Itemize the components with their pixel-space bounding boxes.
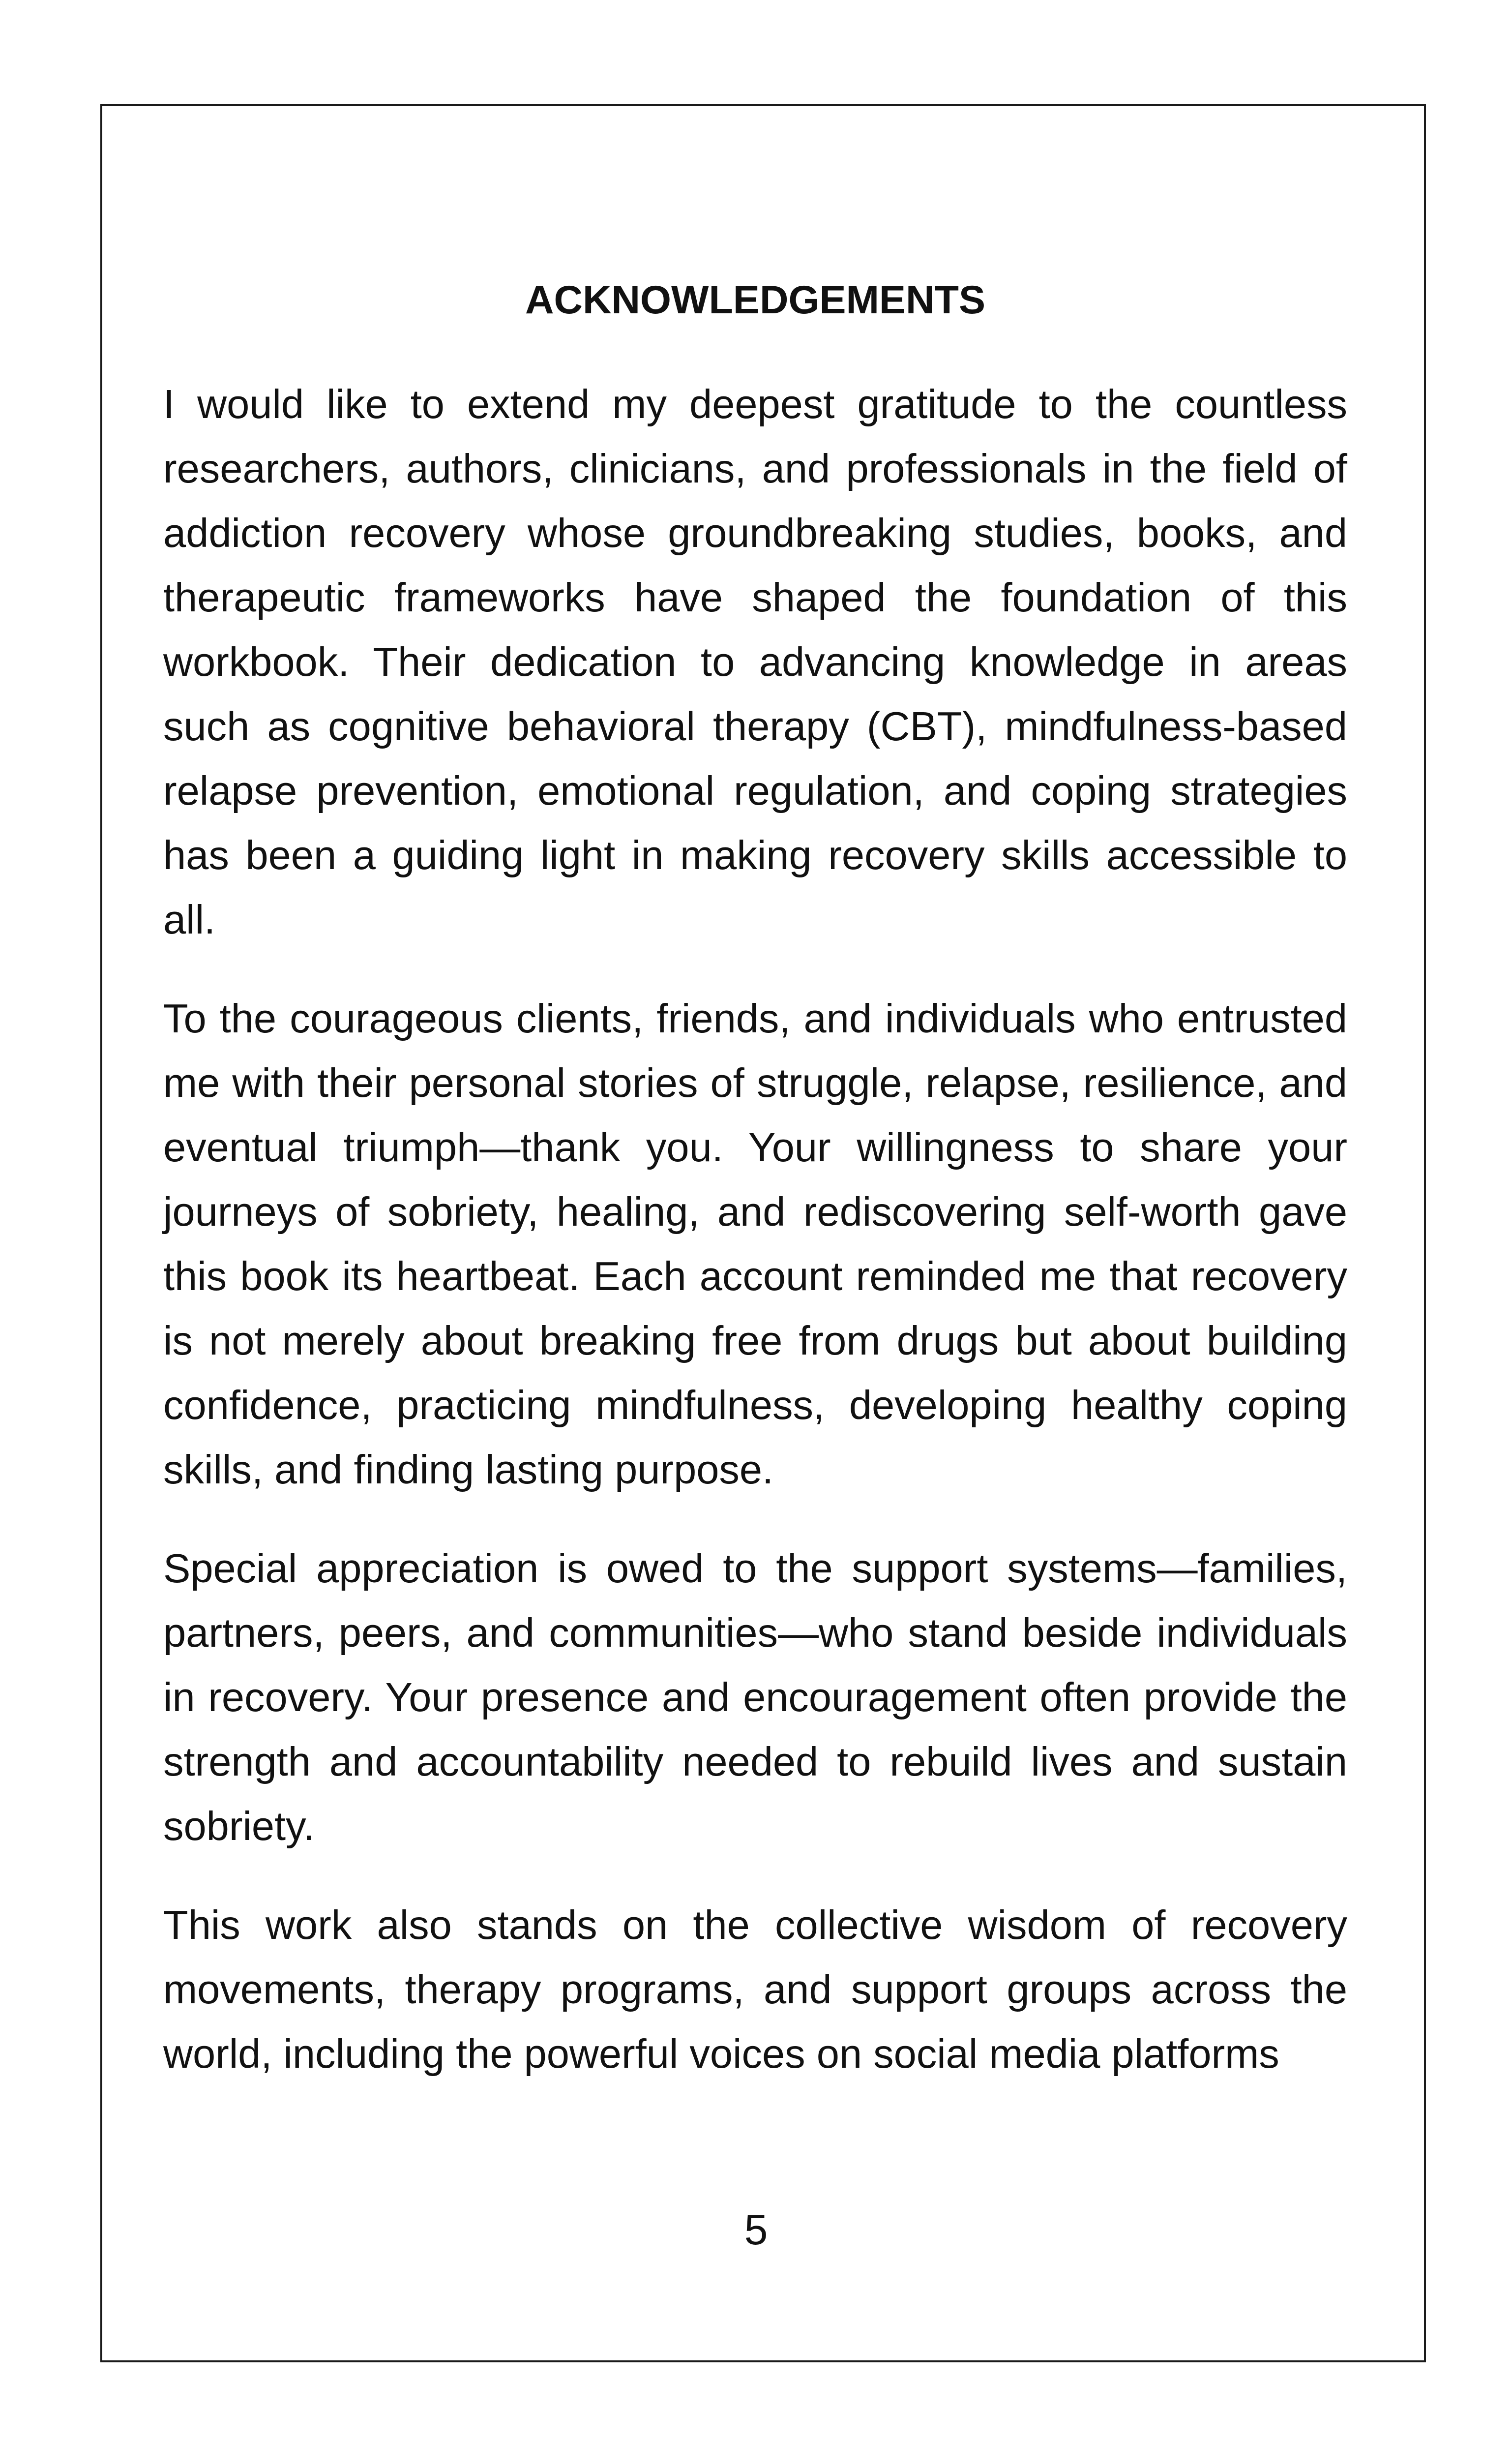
page-heading: ACKNOWLEDGEMENTS [525, 278, 985, 322]
page-content [163, 275, 1347, 2086]
paragraph-4: This work also stands on the collective wisdom of recovery movements, therapy programs, and support groups across the world, including the powerful voices on social media platforms [163, 1902, 1347, 2077]
paragraph-2: To the courageous clients, friends, and individuals who entrusted me with their personal stories of struggle, relapse, resilience, and eventual triumph—thank you. Your willingness to share your journeys of sobriety, healing, and rediscovering self-worth gave this book its heartbeat. Each account reminded me that recovery is not merely about breaking free from drugs but about building confidence, practicing mindfulness, developing healthy coping skills, and finding lasting purpose. [163, 995, 1347, 1492]
page-number: 5 [744, 2206, 768, 2254]
paragraph-3: Special appreciation is owed to the support systems—families, partners, peers, and communities—who stand beside individuals in recovery. Your presence and encouragement often provide the strength and accountability needed to rebuild lives and sustain sobriety. [163, 1545, 1347, 1849]
paragraph-1: I would like to extend my deepest gratitude to the countless researchers, authors, clinicians, and professionals in the field of addiction recovery whose groundbreaking studies, books, and therapeutic frameworks have shaped the foundation of this workbook. Their dedication to advancing knowledge in areas such as cognitive behavioral therapy (CBT), mindfulness-based relapse prevention, emotional regulation, and coping strategies has been a guiding light in making recovery skills accessible to all. [163, 381, 1347, 942]
